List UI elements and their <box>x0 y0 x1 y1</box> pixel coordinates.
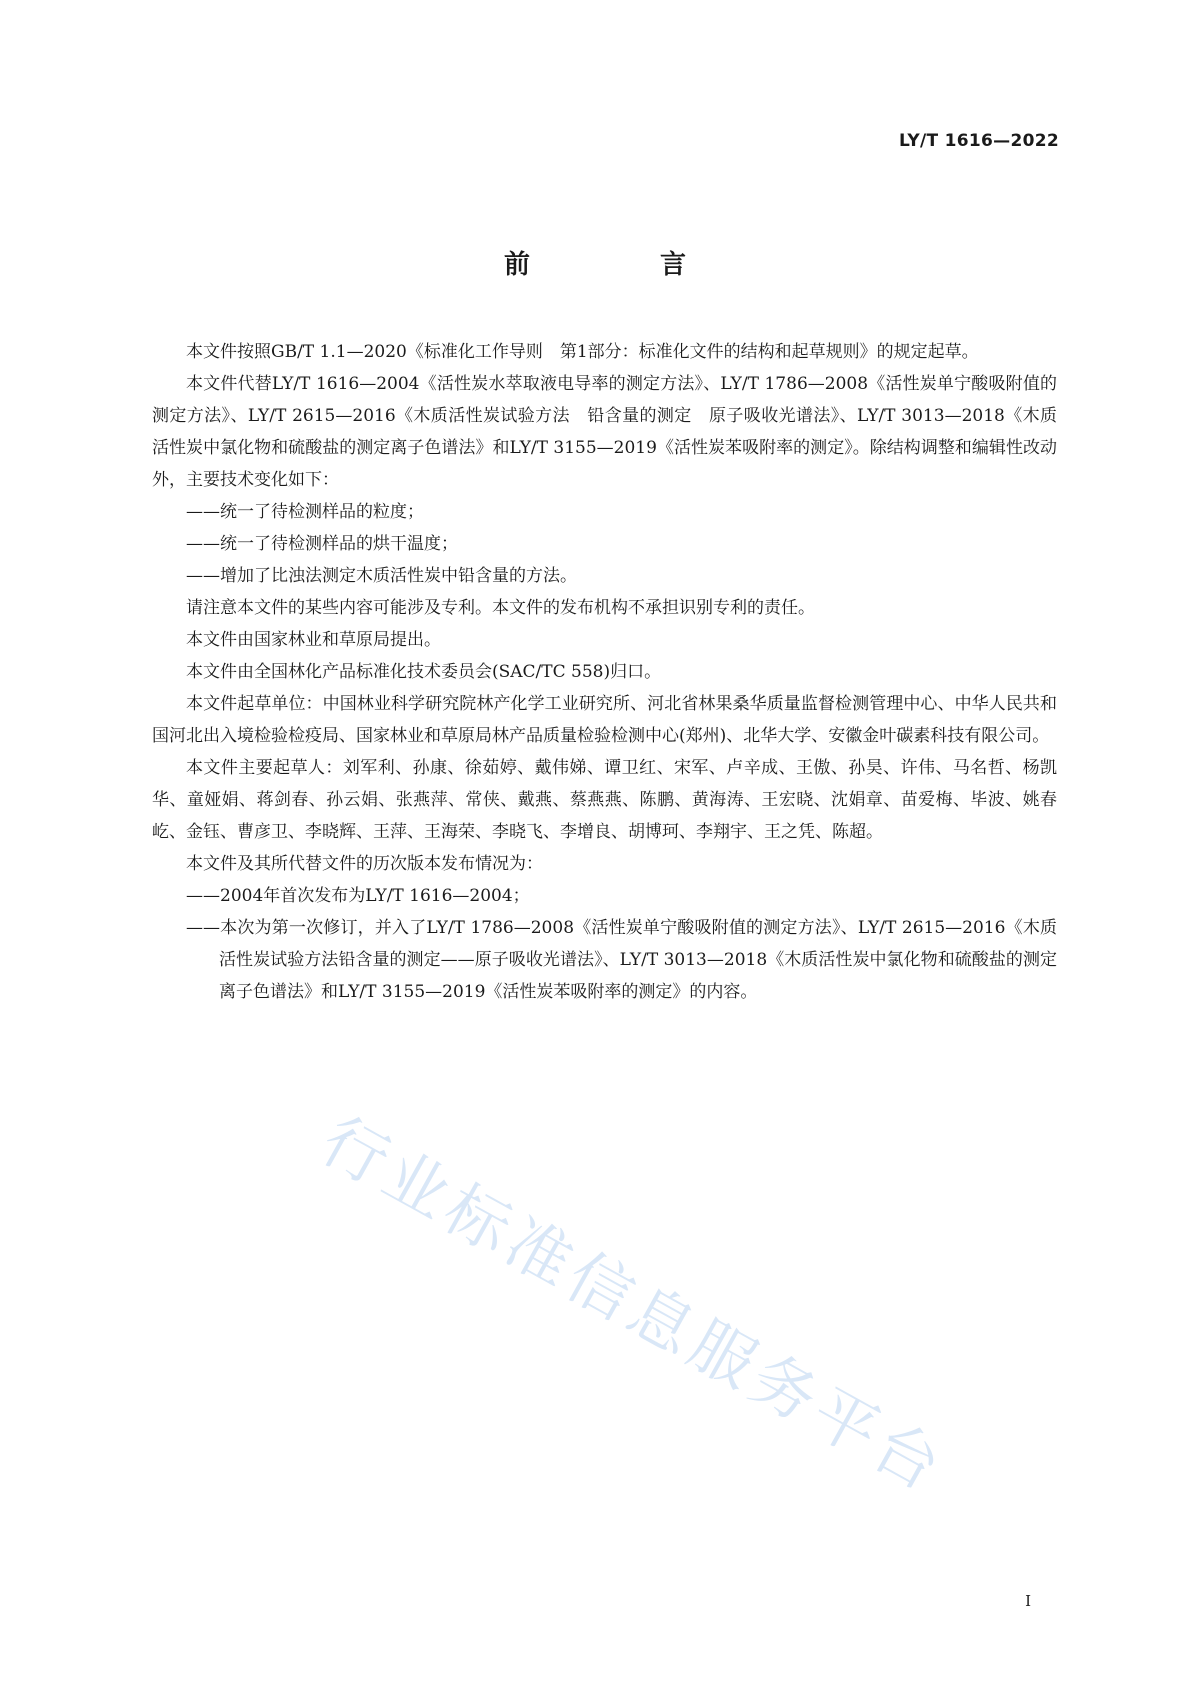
standard-code: LY/T 1616—2022 <box>898 131 1059 151</box>
paragraph-history-intro: 本文件及其所代替文件的历次版本发布情况为： <box>186 854 543 874</box>
paragraph-proposer: 本文件由国家林业和草原局提出。 <box>186 630 441 650</box>
paragraph-replacement: 本文件代替LY/T 1616—2004《活性炭水萃取液电导率的测定方法》、LY/T 1786—2008《活性炭单宁酸吸附值的测定方法》、LY/T 2615—2016《木质活性炭试验方法 铅含量的测定 原子吸收光谱法》、LY/T 3013—2018《木质活性炭中氯化物和硫酸盐的测定离子色谱法》和LY/T 3155—2019《活性炭苯吸附率的测定》。除结构调整和编辑性改动外，主要技术变化如下： <box>152 374 1057 490</box>
watermark: 行业标准信息服务平台 <box>309 1103 958 1508</box>
page-title: 前 言 <box>503 250 738 280</box>
paragraph-drafting-basis: 本文件按照GB/T 1.1—2020《标准化工作导则 第1部分：标准化文件的结构和起草规则》的规定起草。 <box>186 342 979 362</box>
paragraph-patent-notice: 请注意本文件的某些内容可能涉及专利。本文件的发布机构不承担识别专利的责任。 <box>186 598 815 618</box>
paragraph-drafting-units: 本文件起草单位：中国林业科学研究院林产化学工业研究所、河北省林果桑华质量监督检测管理中心、中华人民共和国河北出入境检验检疫局、国家林业和草原局林产品质量检验检测中心(郑州)、北华大学、安徽金叶碳素科技有限公司。 <box>152 694 1057 746</box>
change-item: ——增加了比浊法测定木质活性炭中铅含量的方法。 <box>186 566 577 586</box>
history-item: ——2004年首次发布为LY/T 1616—2004； <box>186 886 530 906</box>
change-item: ——统一了待检测样品的粒度； <box>186 502 424 522</box>
change-item: ——统一了待检测样品的烘干温度； <box>186 534 458 554</box>
paragraph-drafters: 本文件主要起草人：刘军利、孙康、徐茹婷、戴伟娣、谭卫红、宋军、卢辛成、王傲、孙昊、许伟、马名哲、杨凯华、童娅娟、蒋剑春、孙云娟、张燕萍、常侠、戴燕、蔡燕燕、陈鹏、黄海涛、王宏晓、沈娟章、苗爱梅、毕波、姚春屹、金钰、曹彦卫、李晓辉、王萍、王海荣、李晓飞、李增良、胡博珂、李翔宇、王之凭、陈超。 <box>152 758 1057 842</box>
document-body <box>152 336 1057 1008</box>
page-number: I <box>1025 1592 1031 1610</box>
history-item: ——本次为第一次修订，并入了LY/T 1786—2008《活性炭单宁酸吸附值的测定方法》、LY/T 2615—2016《木质活性炭试验方法铅含量的测定——原子吸收光谱法》、LY/T 3013—2018《木质活性炭中氯化物和硫酸盐的测定离子色谱法》和LY/T 3155—2019《活性炭苯吸附率的测定》的内容。 <box>186 918 1057 1002</box>
paragraph-committee: 本文件由全国林化产品标准化技术委员会(SAC/TC 558)归口。 <box>186 662 662 682</box>
